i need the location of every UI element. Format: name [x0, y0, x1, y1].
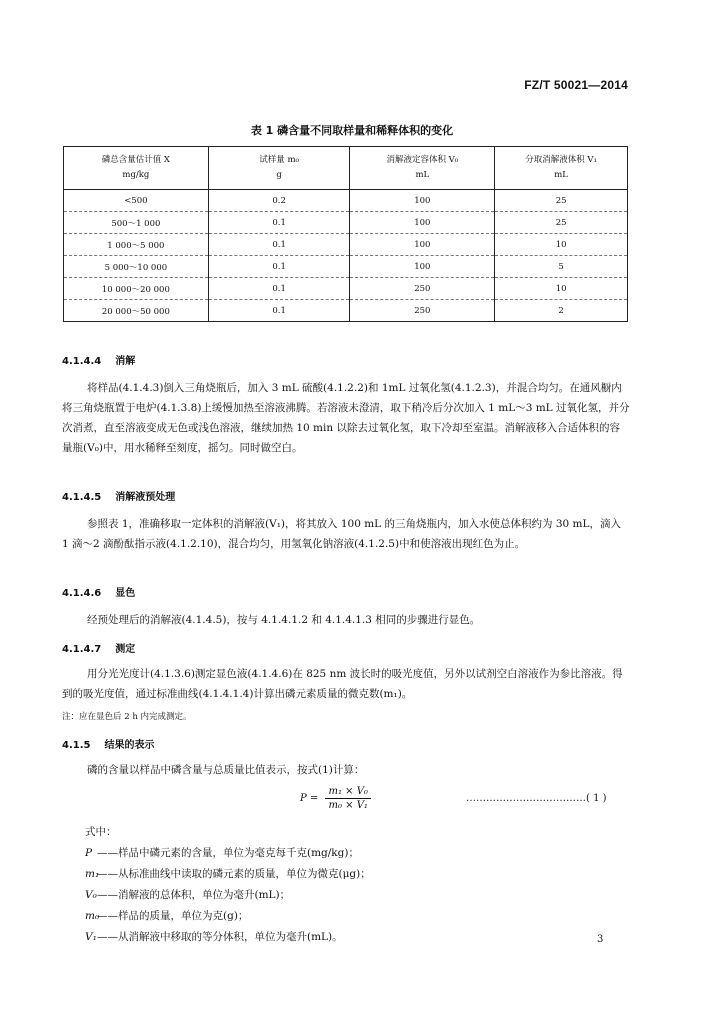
column-header: 消解液定容体积 V₀ mL: [350, 147, 495, 190]
table-cell: 250: [350, 300, 495, 322]
table-title: 表 1 磷含量不同取样量和稀释体积的变化: [250, 124, 454, 137]
table-cell: 5: [495, 256, 628, 278]
section-heading: 4.1.4.5 消解液预处理: [62, 492, 176, 503]
table-cell: 25: [495, 212, 628, 234]
table-cell: 100: [350, 212, 495, 234]
formula-fraction: [325, 786, 370, 811]
table-row: [64, 212, 628, 234]
table-cell: 0.1: [208, 300, 350, 322]
variable-definitions: [85, 843, 371, 948]
table-cell: 10: [495, 278, 628, 300]
equation-number: ………………………………( 1 ): [466, 793, 607, 804]
column-header: 分取消解液体积 V₁ mL: [495, 147, 628, 190]
column-header: 磷总含量估计值 X mg/kg: [64, 147, 209, 190]
table-cell: 1 000～5 000: [64, 234, 209, 256]
standard-code: FZ/T 50021—2014: [524, 78, 628, 92]
note-text: 注：应在显色后 2 h 内完成测定。: [62, 712, 192, 722]
table-row: [64, 256, 628, 278]
table-cell: 25: [495, 190, 628, 212]
table-cell: 0.1: [208, 256, 350, 278]
table-cell: 0.2: [208, 190, 350, 212]
table-cell: 10: [495, 234, 628, 256]
table-header-row: [64, 147, 628, 190]
phosphorus-table: [63, 146, 628, 322]
section-heading: 4.1.5 结果的表示: [62, 740, 155, 751]
column-header: 试样量 m₀ g: [208, 147, 350, 190]
table-cell: 0.1: [208, 278, 350, 300]
table-cell: 100: [350, 256, 495, 278]
variable-item: V₀——消解液的总体积，单位为毫升(mL)；: [85, 889, 291, 901]
where-intro: 式中：: [85, 826, 117, 838]
section-heading: 4.1.4.4 消解: [62, 356, 136, 367]
formula-denominator: m₀ × V₁: [328, 800, 368, 811]
table-cell: <500: [64, 190, 209, 212]
section-paragraph: 磷的含量以样品中磷含量与总质量比值表示，按式(1)计算：: [87, 764, 365, 776]
table-cell: 250: [350, 278, 495, 300]
table-row: [64, 234, 628, 256]
section-paragraph: 用分光光度计(4.1.3.6)测定显色液(4.1.4.6)在 825 nm 波长时的吸光度值，另外以试剂空白溶液作为参比溶液。得到的吸光度值，通过标准曲线(4.1.4.1.4)计算出磷元素质量的微克数(m₁)。: [62, 668, 623, 700]
section-paragraph: 将样品(4.1.4.3)倒入三角烧瓶后，加入 3 mL 硫酸(4.1.2.2)和 1mL 过氧化氢(4.1.2.3)，并混合均匀。在通风橱内将三角烧瓶置于电炉(4.1.3.8)上缓慢加热至溶液沸腾。若溶液未澄清，取下稍冷后分次加入 1 mL～3 mL 过氧化氢，并分次消煮，直至溶液变成无色或浅色溶液，继续加热 10 min 以除去过氧化氢，取下冷却至室温。消解液移入合适体积的容量瓶(V₀)中，用水稀释至刻度，摇匀。同时做空白。: [62, 382, 630, 454]
table-cell: 0.1: [208, 234, 350, 256]
formula-lhs: P =: [300, 793, 319, 804]
variable-item: P ——样品中磷元素的含量，单位为毫克每千克(mg/kg)；: [85, 847, 359, 859]
table-cell: 500～1 000: [64, 212, 209, 234]
table-cell: 100: [350, 234, 495, 256]
page-number: 3: [597, 934, 604, 945]
formula-numerator: m₁ × V₀: [325, 786, 370, 799]
table-row: [64, 300, 628, 322]
section-paragraph: 参照表 1，准确移取一定体积的消解液(V₁)，将其放入 100 mL 的三角烧瓶内，加入水使总体积约为 30 mL，滴入 1 滴～2 滴酚酞指示液(4.1.2.10)，混合均匀，用氢氧化钠溶液(4.1.2.5)中和使溶液出现红色为止。: [62, 518, 621, 550]
table-cell: 0.1: [208, 212, 350, 234]
section-heading: 4.1.4.7 测定: [62, 644, 136, 655]
section-heading: 4.1.4.6 显色: [62, 588, 136, 599]
variable-item: m₁——从标准曲线中读取的磷元素的质量，单位为微克(μg)；: [85, 868, 371, 880]
table-cell: 2: [495, 300, 628, 322]
table-cell: 5 000～10 000: [64, 256, 209, 278]
table-cell: 100: [350, 190, 495, 212]
table-row: [64, 278, 628, 300]
table-row: [64, 190, 628, 212]
variable-item: m₀——样品的质量，单位为克(g)；: [85, 910, 249, 922]
table-cell: 10 000～20 000: [64, 278, 209, 300]
table-cell: 20 000～50 000: [101, 306, 170, 317]
variable-item: V₁——从消解液中移取的等分体积，单位为毫升(mL)。: [85, 931, 343, 943]
section-paragraph: 经预处理后的消解液(4.1.4.5)，按与 4.1.4.1.2 和 4.1.4.1.3 相同的步骤进行显色。: [87, 614, 481, 626]
formula: [300, 786, 371, 811]
